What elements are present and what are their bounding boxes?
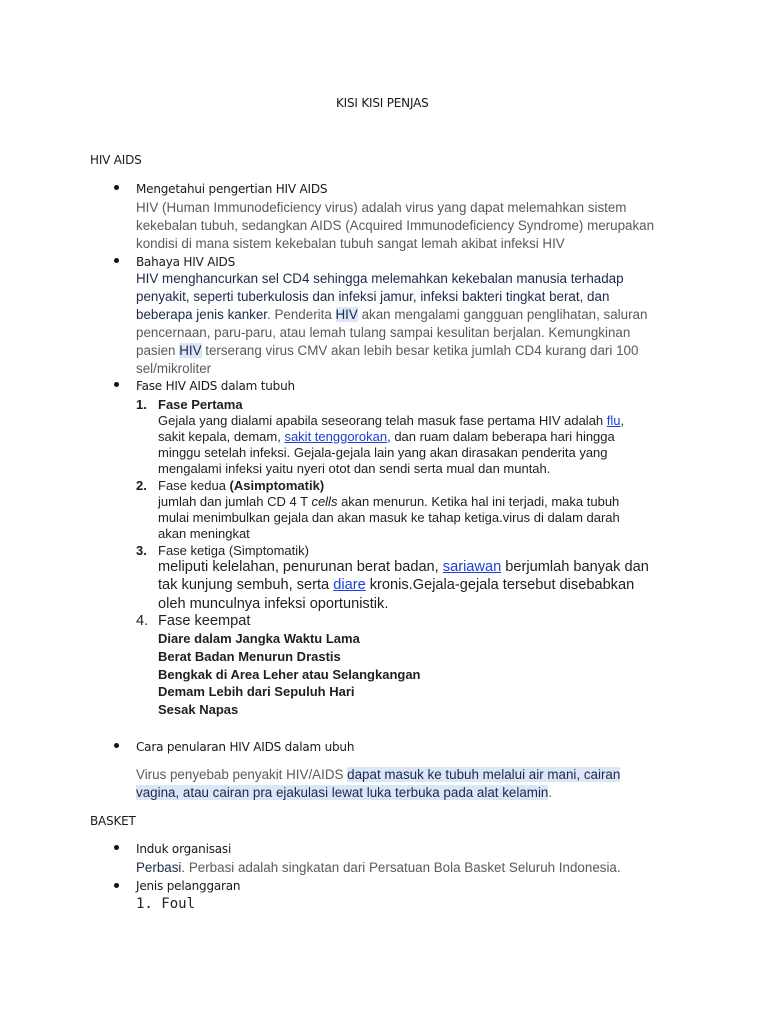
paragraph-line: [158, 559, 649, 575]
bullet-icon: [114, 185, 119, 190]
highlighted-text: HIV: [335, 307, 358, 322]
text-run: cells: [311, 494, 338, 509]
paragraph-line: minggu setelah infeksi. Gejala-gejala lain yang akan dirasakan penderita yang: [158, 445, 608, 460]
paragraph-line: mengalami infeksi yaitu nyeri otot dan sendi serta mual dan muntah.: [158, 461, 551, 476]
bullet-heading-pelanggaran: Jenis pelanggaran: [136, 879, 241, 893]
text-run: (Asimptomatik): [229, 478, 325, 493]
text-run: akan menurun. Ketika hal ini terjadi, maka tubuh: [337, 494, 620, 509]
paragraph-line: [136, 860, 621, 875]
highlighted-text: dapat masuk ke tubuh melalui air mani, cairan: [347, 767, 621, 782]
text-run: ,: [620, 413, 625, 428]
sub-list-item: 1. Foul: [136, 896, 196, 912]
paragraph-line: HIV (Human Immunodeficiency virus) adalah virus yang dapat melemahkan sistem: [136, 200, 627, 215]
paragraph-line: [136, 767, 620, 782]
paragraph-line: kekebalan tubuh, sedangkan AIDS (Acquired Immunodeficiency Syndrome) merupakan: [136, 218, 655, 233]
text-run: meliputi kelelahan, penurunan berat badan,: [158, 559, 443, 575]
section-heading-basket: BASKET: [90, 814, 136, 828]
bullet-icon: [114, 743, 119, 748]
text-run: beberapa jenis kanker: [136, 307, 268, 322]
fase-title: [158, 478, 324, 493]
paragraph-line: kondisi di mana sistem kekebalan tubuh sangat lemah akibat infeksi HIV: [136, 236, 565, 251]
paragraph-line: [158, 577, 634, 593]
text-run: akan mengalami gangguan penglihatan, saluran: [357, 307, 648, 322]
bullet-heading-penularan: Cara penularan HIV AIDS dalam ubuh: [136, 740, 355, 754]
paragraph-line: [136, 307, 647, 322]
highlighted-text: vagina, atau cairan pra ejakulasi lewat luka terbuka pada alat kelamin: [136, 785, 549, 800]
link-tenggorokan[interactable]: tenggorokan: [311, 429, 388, 444]
text-run: . Perbasi adalah singkatan dari Persatuan Bola Basket Seluruh Indonesia.: [181, 860, 621, 875]
list-number: 4.: [136, 613, 149, 629]
link-diare[interactable]: diare: [333, 577, 366, 593]
paragraph-line: akan meningkat: [158, 526, 250, 541]
link-sakit[interactable]: sakit: [284, 429, 312, 444]
paragraph-line: [158, 429, 615, 444]
paragraph-line: oleh munculnya infeksi oportunistik.: [158, 596, 389, 612]
text-run: tak kunjung sembuh, serta: [158, 577, 334, 593]
paragraph-line: penyakit, seperti tuberkulosis dan infeksi jamur, infeksi bakteri tingkat berat, dan: [136, 289, 610, 304]
bullet-icon: [114, 258, 119, 263]
bullet-heading-induk: Induk organisasi: [136, 842, 232, 856]
text-run: .: [548, 785, 553, 800]
fase-title: Fase Pertama: [158, 397, 243, 412]
text-run: jumlah dan jumlah CD 4 T: [158, 494, 312, 509]
bullet-heading-fase: Fase HIV AIDS dalam tubuh: [136, 379, 295, 393]
paragraph-line: sel/mikroliter: [136, 361, 212, 376]
paragraph-line: HIV menghancurkan sel CD4 sehingga melemahkan kekebalan manusia terhadap: [136, 271, 624, 286]
fase-title: Fase keempat: [158, 613, 251, 629]
bullet-icon: [114, 382, 119, 387]
link-sariawan[interactable]: sariawan: [442, 559, 502, 575]
list-number: 2.: [136, 478, 147, 493]
text-run: sakit kepala, demam,: [158, 429, 285, 444]
section-heading-hiv: HIV AIDS: [90, 153, 142, 167]
bullet-heading-pengertian: Mengetahui pengertian HIV AIDS: [136, 182, 328, 196]
list-number: 3.: [136, 543, 147, 558]
symptom-item: Berat Badan Menurun Drastis: [158, 649, 341, 664]
symptom-item: Sesak Napas: [158, 702, 239, 717]
list-number: 1.: [136, 397, 147, 412]
text-run: Virus penyebab penyakit HIV/AIDS: [136, 767, 348, 782]
text-run: Gejala yang dialami apabila seseorang telah masuk fase pertama HIV adalah: [158, 413, 607, 428]
paragraph-line: [158, 494, 619, 509]
bullet-icon: [114, 845, 119, 850]
link-flu[interactable]: flu: [606, 413, 621, 428]
text-run: , dan ruam dalam beberapa hari hingga: [387, 429, 615, 444]
paragraph-line: mulai menimbulkan gejala dan akan masuk ke tahap ketiga.virus di dalam darah: [158, 510, 620, 525]
highlighted-text: HIV: [179, 343, 202, 358]
bullet-heading-bahaya: Bahaya HIV AIDS: [136, 255, 236, 269]
symptom-item: Demam Lebih dari Sepuluh Hari: [158, 684, 355, 699]
paragraph-line: [158, 413, 624, 428]
bullet-icon: [114, 883, 119, 888]
document-title: KISI KISI PENJAS: [336, 96, 429, 110]
symptom-item: Bengkak di Area Leher atau Selangkangan: [158, 667, 421, 682]
symptom-item: Diare dalam Jangka Waktu Lama: [158, 631, 360, 646]
paragraph-line: [136, 785, 552, 800]
text-run: kronis.Gejala-gejala tersebut disebabkan: [365, 577, 635, 593]
text-run: berjumlah banyak dan: [501, 559, 649, 575]
text-run: Fase kedua: [158, 478, 230, 493]
fase-title: Fase ketiga (Simptomatik): [158, 543, 309, 558]
paragraph-line: pencernaan, paru-paru, atau lemah tulang sampai kesulitan berjalan. Kemungkinan: [136, 325, 631, 340]
text-run: . Penderita: [267, 307, 336, 322]
paragraph-line: [136, 343, 638, 358]
text-run: Perbasi: [136, 860, 182, 875]
text-run: pasien: [136, 343, 180, 358]
text-run: terserang virus CMV akan lebih besar ketika jumlah CD4 kurang dari 100: [201, 343, 639, 358]
